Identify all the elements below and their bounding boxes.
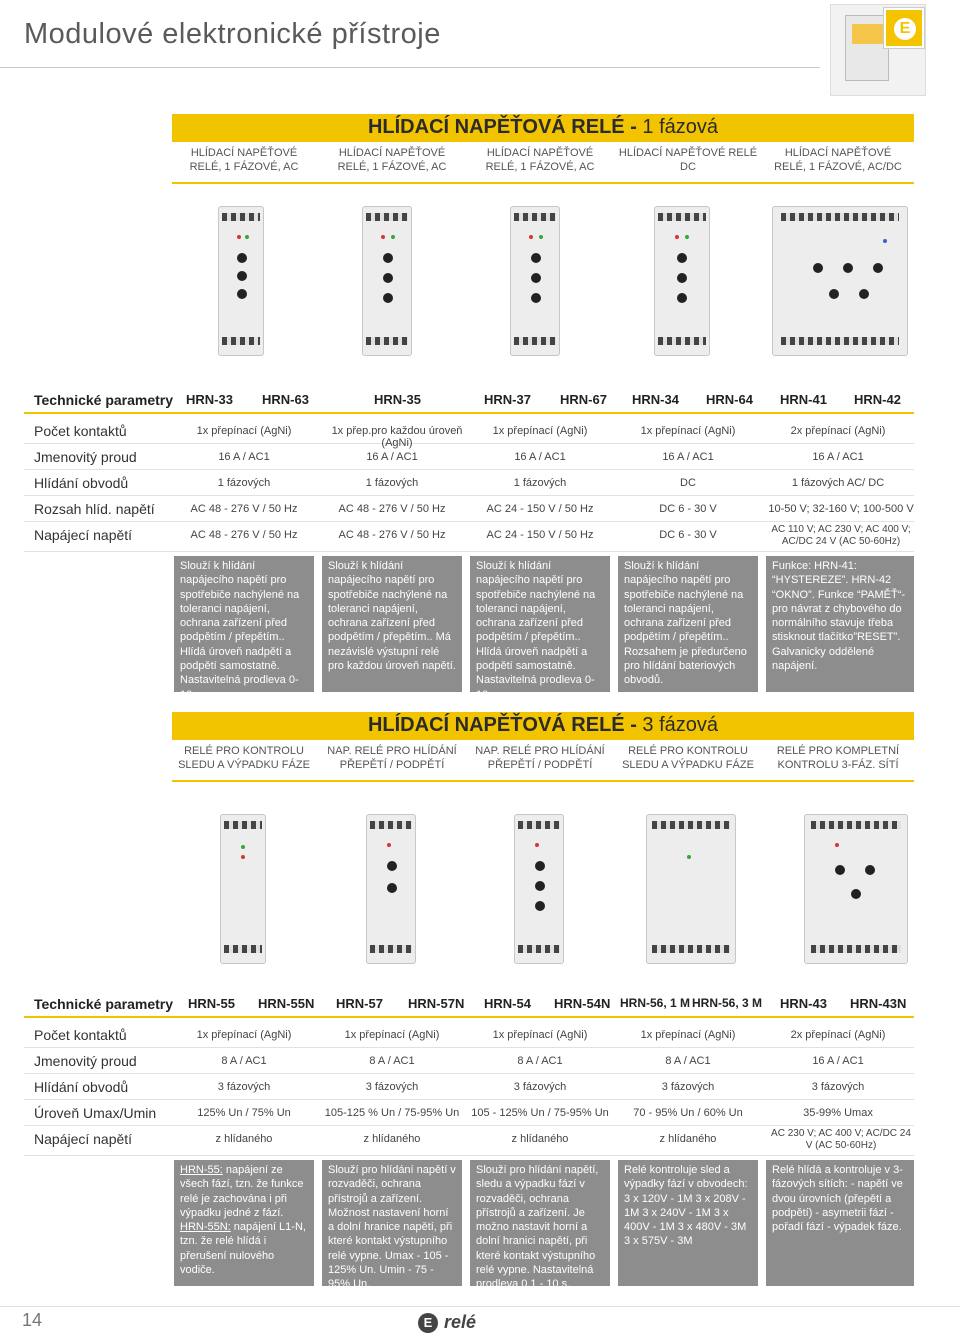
spec-table-header (24, 386, 914, 414)
product-description: Funkce: HRN-41: “HYSTEREZE”. HRN-42 “OKNO”. Funkce “PAMĚŤ“- pro návrat z chybového do normálního stavuje třeba stisknout tlačítko”RESET”. Galvanicky oddělené napájení. (766, 556, 914, 692)
product-description: Slouží k hlídání napájecího napětí pro spotřebiče nachýlené na toleranci napájení, ochrana zařízení před podpětím / přepětím.. Hlídá úroveň nadpětí a podpětí samostatně. Nastavitelná prodleva 0-10 s. (470, 556, 610, 692)
spec-row (24, 418, 914, 449)
terminal-block (811, 821, 901, 829)
terminal-block (518, 821, 560, 829)
led-indicator (381, 235, 385, 239)
spec-cell: 16 A / AC1 (218, 451, 270, 463)
model-name: HRN-67 (560, 392, 607, 407)
model-name: HRN-56, 1 M (620, 996, 691, 1010)
footer-divider (0, 1306, 960, 1307)
spec-cell: 1x přepínací (AgNi) (640, 1029, 736, 1041)
relay-device-image (646, 814, 736, 964)
terminal-block (366, 213, 408, 221)
product-photo (322, 804, 462, 974)
row-label: Jmenovitý proud (34, 1053, 137, 1069)
section-1-title (172, 116, 914, 139)
row-label: Počet kontaktů (34, 1027, 127, 1043)
led-indicator (535, 843, 539, 847)
adjust-knob-icon (873, 263, 883, 273)
terminal-block (781, 213, 899, 221)
adjust-knob-icon (677, 253, 687, 263)
product-description: Slouží pro hlídání napětí v rozvaděči, ochrana přístrojů a zařízení. Možnost nastavení horní a dolní hranice napětí, při které kontakt výstupního relé vypne. Umax - 105 - 125% Un. Umin - 75 - 95% Un. (322, 1160, 462, 1286)
spec-cell: 1 fázových (217, 477, 271, 489)
category-label: NAP. RELÉ PRO HLÍDÁNÍ PŘEPĚTÍ / PODPĚTÍ (327, 745, 457, 771)
adjust-knob-icon (383, 293, 393, 303)
spec-cell: 1x přepínací (AgNi) (492, 1029, 588, 1041)
spec-row (24, 1100, 914, 1126)
spec-cell: AC 24 - 150 V / 50 Hz (486, 503, 594, 515)
row-label: Jmenovitý proud (34, 449, 137, 465)
relay-device-image (218, 206, 264, 356)
row-label: Napájecí napětí (34, 1131, 133, 1147)
model-name: HRN-64 (706, 392, 753, 407)
page-header (0, 0, 960, 100)
category-label: NAP. RELÉ PRO HLÍDÁNÍ PŘEPĚTÍ / PODPĚTÍ (475, 745, 605, 771)
spec-cell: 1x přepínací (AgNi) (492, 425, 588, 437)
relay-device-image (510, 206, 560, 356)
adjust-knob-icon (835, 865, 845, 875)
relay-device-image (514, 814, 564, 964)
brand-logo-icon: E (894, 18, 916, 40)
section-2-category-row (172, 740, 914, 780)
category-label: HLÍDACÍ NAPĚŤOVÉ RELÉ, 1 FÁZOVÉ, AC (485, 147, 595, 173)
section-2-title (172, 714, 914, 737)
spec-cell: 125% Un / 75% Un (197, 1107, 291, 1119)
spec-cell: AC 110 V; AC 230 V; AC 400 V; AC/DC 24 V (AC 50-60Hz) (771, 524, 911, 547)
spec-cell: 8 A / AC1 (221, 1055, 267, 1067)
spec-cell: AC 24 - 150 V / 50 Hz (486, 529, 594, 541)
spec-cell: z hlídaného (511, 1133, 569, 1145)
section-1-title-suffix: 1 fázová (642, 116, 719, 138)
led-indicator (539, 235, 543, 239)
led-indicator (391, 235, 395, 239)
model-name: HRN-35 (374, 392, 421, 407)
spec-cell: 1 fázových AC/ DC (791, 477, 885, 489)
spec-row (24, 496, 914, 522)
led-indicator (241, 855, 245, 859)
spec-cell: DC (680, 477, 696, 489)
adjust-knob-icon (851, 889, 861, 899)
relay-device-image (366, 814, 416, 964)
product-photo (768, 196, 908, 366)
row-label: Hlídání obvodů (34, 1079, 129, 1095)
spec-row (24, 1048, 914, 1074)
model-tag: HRN-55N: (180, 1221, 231, 1234)
led-indicator (245, 235, 249, 239)
terminal-block (366, 337, 408, 345)
led-indicator (685, 235, 689, 239)
dip-switch (883, 239, 887, 243)
spec-cell: 3 fázových (811, 1081, 865, 1093)
spec-cell: 10-50 V; 32-160 V; 100-500 V (768, 503, 914, 515)
product-description: Slouží pro hlídání napětí, sledu a výpadku fází v rozvaděči, ochrana přístrojů a zařízení. Je možno nastavit horní a dolní hranici napětí, při které kontakt výstupního relé vypne. Nastavitelná prodleva 0,1 - 10 s. (470, 1160, 610, 1286)
model-name: HRN-43 (780, 996, 827, 1011)
row-label: Rozsah hlíd. napětí (34, 501, 155, 517)
model-name: HRN-34 (632, 392, 679, 407)
spec-cell: 16 A / AC1 (662, 451, 714, 463)
spec-cell: 16 A / AC1 (812, 1055, 864, 1067)
description-text: napájení L1-N, tzn. že relé hlídá i přerušení nulového vodiče. (180, 1221, 306, 1277)
adjust-knob-icon (535, 901, 545, 911)
spec-cell: 1x přepínací (AgNi) (344, 1029, 440, 1041)
spec-cell: AC 48 - 276 V / 50 Hz (190, 503, 298, 515)
adjust-knob-icon (531, 293, 541, 303)
spec-cell: z hlídaného (659, 1133, 717, 1145)
adjust-knob-icon (535, 861, 545, 871)
spec-cell: 16 A / AC1 (366, 451, 418, 463)
spec-cell: 3 fázových (365, 1081, 419, 1093)
section-1-product-photos (172, 196, 914, 366)
led-indicator (241, 845, 245, 849)
spec-cell: 70 - 95% Un / 60% Un (633, 1107, 743, 1119)
terminal-block (658, 337, 706, 345)
spec-cell: 3 fázových (217, 1081, 271, 1093)
spec-cell: z hlídaného (215, 1133, 273, 1145)
spec-cell: 1x přepínací (AgNi) (196, 425, 292, 437)
spec-cell: DC 6 - 30 V (659, 529, 717, 541)
row-label: Úroveň Umax/Umin (34, 1105, 157, 1121)
model-name: HRN-37 (484, 392, 531, 407)
spec-cell: DC 6 - 30 V (659, 503, 717, 515)
section-2-title-suffix: 3 fázová (642, 714, 719, 736)
spec-row (24, 1074, 914, 1100)
led-indicator (237, 235, 241, 239)
led-indicator (529, 235, 533, 239)
brand-badge (884, 8, 924, 48)
category-label: RELÉ PRO KONTROLU SLEDU A VÝPADKU FÁZE (178, 745, 310, 771)
adjust-knob-icon (237, 271, 247, 281)
spec-row (24, 1126, 914, 1156)
adjust-knob-icon (859, 289, 869, 299)
thumbnail-device (845, 15, 889, 81)
terminal-block (224, 945, 263, 953)
row-label: Napájecí napětí (34, 527, 133, 543)
section-2-product-photos (172, 804, 914, 974)
relay-device-image (220, 814, 266, 964)
terminal-block (370, 821, 412, 829)
model-name: HRN-42 (854, 392, 901, 407)
product-description: Slouží k hlídání napájecího napětí pro spotřebiče nachýlené na toleranci napájení, ochrana zařízení před podpětím / přepětím.. Hlídá úroveň nadpětí a podpětí samostatně. Nastavitelná prodleva 0-10 s. (174, 556, 314, 692)
spec-cell: AC 48 - 276 V / 50 Hz (190, 529, 298, 541)
spec-cell: 1x přepínací (AgNi) (640, 425, 736, 437)
spec-cell: 1x přep.pro každou úroveň (AgNi) (331, 425, 463, 449)
header-divider (0, 67, 820, 68)
product-description: Relé hlídá a kontroluje v 3-fázových sítích: - napětí ve dvou úrovních (přepětí a podpětí) - asymetrii fází - pořadí fází - výpadek fáze. (766, 1160, 914, 1286)
adjust-knob-icon (535, 881, 545, 891)
spec-cell: 3 fázových (513, 1081, 567, 1093)
spec-cell: 35-99% Umax (803, 1107, 873, 1119)
adjust-knob-icon (677, 293, 687, 303)
spec-cell: 16 A / AC1 (514, 451, 566, 463)
spec-cell: 1 fázových (365, 477, 419, 489)
page-title: Modulové elektronické přístroje (24, 18, 441, 50)
product-photo (618, 196, 758, 366)
page-footer (0, 1296, 960, 1338)
adjust-knob-icon (237, 289, 247, 299)
spec-row (24, 1022, 914, 1048)
spec-cell: 8 A / AC1 (665, 1055, 711, 1067)
spec-cell: 8 A / AC1 (369, 1055, 415, 1067)
page-number: 14 (22, 1310, 43, 1330)
model-name: HRN-57 (336, 996, 383, 1011)
adjust-knob-icon (383, 273, 393, 283)
spec-cell: AC 48 - 276 V / 50 Hz (338, 529, 446, 541)
category-label: HLÍDACÍ NAPĚŤOVÉ RELÉ, 1 FÁZOVÉ, AC (337, 147, 447, 173)
terminal-block (222, 337, 261, 345)
spec-cell: 2x přepínací (AgNi) (790, 1029, 886, 1041)
adjust-knob-icon (865, 865, 875, 875)
adjust-knob-icon (843, 263, 853, 273)
model-name: HRN-55 (188, 996, 235, 1011)
relay-device-image (362, 206, 412, 356)
relay-device-image (804, 814, 908, 964)
product-photo (768, 804, 908, 974)
terminal-block (514, 213, 556, 221)
terminal-block (222, 213, 261, 221)
product-description: Relé kontroluje sled a výpadky fází v obvodech: 3 x 120V - 1M 3 x 208V - 1M 3 x 240V - 1M 3 x 400V - 1M 3 x 480V - 3M 3 x 575V - 3M (618, 1160, 758, 1286)
product-description: Slouží k hlídání napájecího napětí pro spotřebiče nachýlené na toleranci napájení, ochrana zařízení před podpětím / přepětím.. Rozsahem je předurčeno pro hlídání bateriových obvodů. (618, 556, 758, 692)
led-indicator (835, 843, 839, 847)
adjust-knob-icon (531, 273, 541, 283)
adjust-knob-icon (531, 253, 541, 263)
section-2-banner (172, 712, 914, 782)
spec-cell: 3 fázových (661, 1081, 715, 1093)
adjust-knob-icon (237, 253, 247, 263)
spec-header-label: Technické parametry (34, 996, 174, 1012)
product-photo (322, 196, 462, 366)
brand-wordmark: relé (444, 1312, 477, 1332)
category-label: HLÍDACÍ NAPĚŤOVÉ RELÉ, 1 FÁZOVÉ, AC/DC (774, 147, 902, 173)
terminal-block (514, 337, 556, 345)
product-description (174, 1160, 314, 1286)
category-label: HLÍDACÍ NAPĚŤOVÉ RELÉ, 1 FÁZOVÉ, AC (189, 147, 299, 173)
model-name: HRN-54 (484, 996, 531, 1011)
model-name: HRN-56, 3 M (692, 996, 763, 1010)
spec-cell: AC 230 V; AC 400 V; AC/DC 24 V (AC 50-60Hz) (771, 1128, 911, 1151)
category-label: RELÉ PRO KOMPLETNÍ KONTROLU 3-FÁZ. SÍTÍ (776, 745, 900, 771)
model-name: HRN-33 (186, 392, 233, 407)
terminal-block (811, 945, 901, 953)
model-name: HRN-41 (780, 392, 827, 407)
terminal-block (370, 945, 412, 953)
product-photo (174, 804, 314, 974)
spec-row (24, 522, 914, 552)
description-text: napájení ze všech fází, tzn. že funkce relé je zachována i při výpadku jedné z fází. (180, 1164, 304, 1219)
product-photo (470, 196, 610, 366)
spec-cell: z hlídaného (363, 1133, 421, 1145)
led-indicator (687, 855, 691, 859)
spec-table-header (24, 990, 914, 1018)
section-1-category-row (172, 142, 914, 182)
led-indicator (675, 235, 679, 239)
model-name: HRN-55N (258, 996, 315, 1011)
relay-device-image (654, 206, 710, 356)
terminal-block (652, 821, 729, 829)
adjust-knob-icon (677, 273, 687, 283)
spec-cell: 105 - 125% Un / 75-95% Un (471, 1107, 609, 1119)
model-name: HRN-57N (408, 996, 465, 1011)
category-label: HLÍDACÍ NAPĚŤOVÉ RELÉ DC (618, 147, 758, 173)
spec-row (24, 444, 914, 470)
footer-logo (418, 1312, 518, 1334)
relay-device-image (772, 206, 908, 356)
spec-cell: 16 A / AC1 (812, 451, 864, 463)
adjust-knob-icon (813, 263, 823, 273)
terminal-block (652, 945, 729, 953)
spec-cell: 1 fázových (513, 477, 567, 489)
product-photo (174, 196, 314, 366)
model-name: HRN-54N (554, 996, 611, 1011)
row-label: Počet kontaktů (34, 423, 127, 439)
adjust-knob-icon (387, 861, 397, 871)
spec-cell: AC 48 - 276 V / 50 Hz (338, 503, 446, 515)
brand-logo-icon: E (418, 1313, 438, 1333)
model-name: HRN-63 (262, 392, 309, 407)
terminal-block (518, 945, 560, 953)
adjust-knob-icon (829, 289, 839, 299)
spec-header-label: Technické parametry (34, 392, 174, 408)
spec-cell: 105-125 % Un / 75-95% Un (324, 1107, 460, 1119)
model-tag: HRN-55: (180, 1164, 223, 1176)
adjust-knob-icon (383, 253, 393, 263)
adjust-knob-icon (387, 883, 397, 893)
category-label: RELÉ PRO KONTROLU SLEDU A VÝPADKU FÁZE (622, 745, 754, 771)
spec-row (24, 470, 914, 496)
led-indicator (387, 843, 391, 847)
spec-cell: 1x přepínací (AgNi) (196, 1029, 292, 1041)
spec-cell: 2x přepínací (AgNi) (790, 425, 886, 437)
section-2-title-main: HLÍDACÍ NAPĚŤOVÁ RELÉ - (367, 714, 643, 736)
thumbnail-display (852, 24, 884, 44)
terminal-block (658, 213, 706, 221)
model-name: HRN-43N (850, 996, 907, 1011)
product-description: Slouží k hlídání napájecího napětí pro spotřebiče nachýlené na toleranci napájení, ochrana zařízení před podpětím / přepětím.. Má nezávislé výstupní relé pro každou úroveň napětí. (322, 556, 462, 692)
terminal-block (781, 337, 899, 345)
section-1-banner (172, 114, 914, 184)
product-photo (470, 804, 610, 974)
section-1-title-main: HLÍDACÍ NAPĚŤOVÁ RELÉ - (367, 116, 643, 138)
terminal-block (224, 821, 263, 829)
spec-cell: 8 A / AC1 (517, 1055, 563, 1067)
product-photo (618, 804, 758, 974)
row-label: Hlídání obvodů (34, 475, 129, 491)
